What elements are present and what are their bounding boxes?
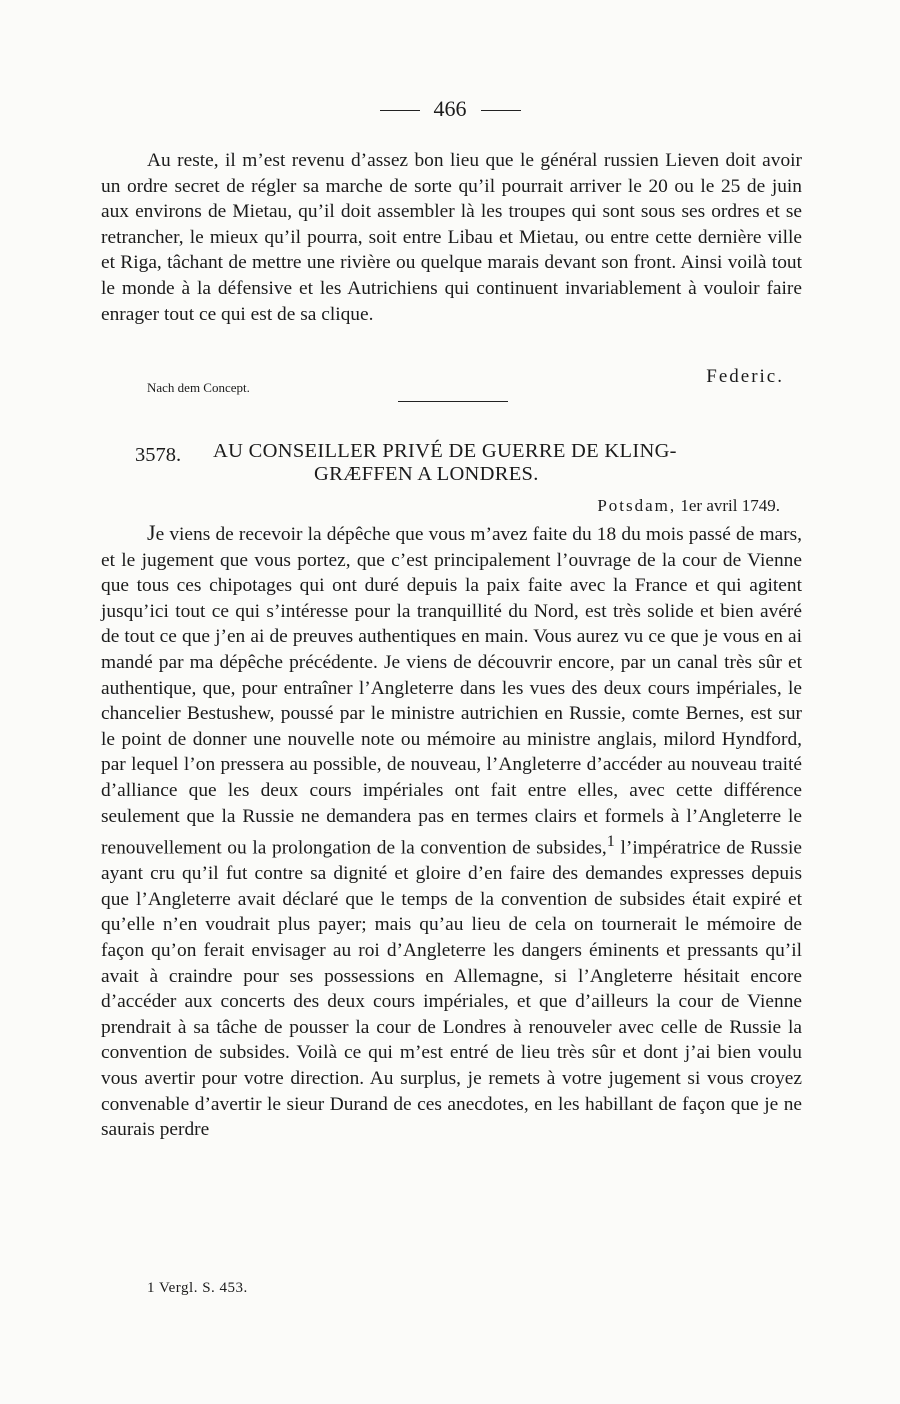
letter-title-line-2: GRÆFFEN A LONDRES. bbox=[314, 463, 539, 485]
paragraph bbox=[101, 520, 802, 1143]
letter-body-text: e viens de recevoir la dépêche que vous m’avez faite du 18 du mois passé de mars, et le jugement que vous portez, que c’est principalement l’ouvrage de la cour de Vienne que tous ces chipotages qui ont duré depuis la paix faite avec la France et qui agitent jusqu’ici tout ce qui s’intéresse pour la tranquillité du Nord, est très solide et bien avéré de tout ce que j’en ai de preuves authentiques en main. Vous aurez vu ce que je vous en ai mandé par ma dépêche précédente. Je viens de découvrir encore, par un canal très sûr et authentique, que, pour entraîner l’Angleterre dans les vues des deux cours impériales, le chancelier Bestushew, poussé par le ministre autrichien en Russie, comte Bernes, est sur le point de donner une nouvelle note ou mémoire au ministre anglais, milord Hyndford, par lequel l’on pressera au possible, de nouveau, l’Angleterre d’accéder au nouveau traité d’alliance que les deux cours impériales ont fait entre elles, avec cette différence seulement que la Russie ne demandera pas en termes clairs et formels à l’Angleterre le renouvellement ou la prolongation de la convention de subsides, bbox=[101, 524, 802, 859]
header-dash-right bbox=[481, 110, 521, 111]
page-number: 466 bbox=[433, 96, 467, 121]
source-note: Nach dem Concept. bbox=[147, 380, 250, 395]
paragraph: Au reste, il m’est revenu d’assez bon lieu que le général russien Lieven doit avoir un ordre secret de régler sa marche de sorte qu’il pourrait arriver le 20 ou le 25 de juin aux environs de Mietau, qu’il doit assembler là les troupes qui sont sous ses ordres et se retrancher, le mieux qu’il pourra, soit entre Libau et Mietau, ou entre cette dernière ville et Riga, tâchant de mettre une rivière ou quelque marais devant son front. Ainsi voilà tout le monde à la défensive et les Autrichiens qui continuent invariablement à vouloir faire enrager tout ce qui est de sa clique. bbox=[101, 150, 802, 325]
footnote: 1 Vergl. S. 453. bbox=[147, 1280, 248, 1296]
letter-title-line-1: AU CONSEILLER PRIVÉ DE GUERRE DE KLING- bbox=[213, 440, 677, 462]
closing-row bbox=[101, 366, 802, 396]
section-divider bbox=[398, 401, 508, 402]
letter-body bbox=[101, 520, 802, 1143]
footnote-ref: 1 bbox=[606, 833, 615, 851]
dateline bbox=[597, 496, 780, 516]
letter-body-text-cont: l’impératrice de Russie ayant cru qu’il fut contre sa dignité et gloire d’en faire des demandes expresses depuis que l’Angleterre avait déclaré que le temps de la convention de subsides était expiré et qu’elle n’en voudrait plus payer; mais qu’au lieu de cela on tournerait le mémoire de façon qu’on ferait envisager au roi d’Angleterre les dangers éminents et pressants qu’il avait à craindre pour ses possessions en Allemagne, si l’Angleterre hésitait encore d’accéder aux concerts des deux cours impériales, et que d’ailleurs la cour de Vienne prendrait à sa tâche de pousser la cour de Londres à renouveler avec celle de Russie la convention de subsides. Voilà ce qui m’est entré de lieu très sûr et dont j’ai bien voulu vous avertir pour votre direction. Au surplus, je remets à votre jugement si vous croyez convenable d’avertir le sieur Durand de ces anecdotes, en les habillant de façon que je ne saurais perdre bbox=[101, 837, 802, 1141]
dateline-place: Potsdam, bbox=[597, 496, 677, 515]
dateline-date: 1er avril 1749. bbox=[680, 496, 780, 515]
initial-letter: J bbox=[147, 520, 156, 545]
header-dash-left bbox=[380, 110, 420, 111]
page-header bbox=[0, 96, 900, 122]
previous-letter-ending bbox=[101, 148, 802, 327]
letter-number: 3578. bbox=[135, 444, 182, 466]
signature: Federic. bbox=[706, 366, 784, 387]
